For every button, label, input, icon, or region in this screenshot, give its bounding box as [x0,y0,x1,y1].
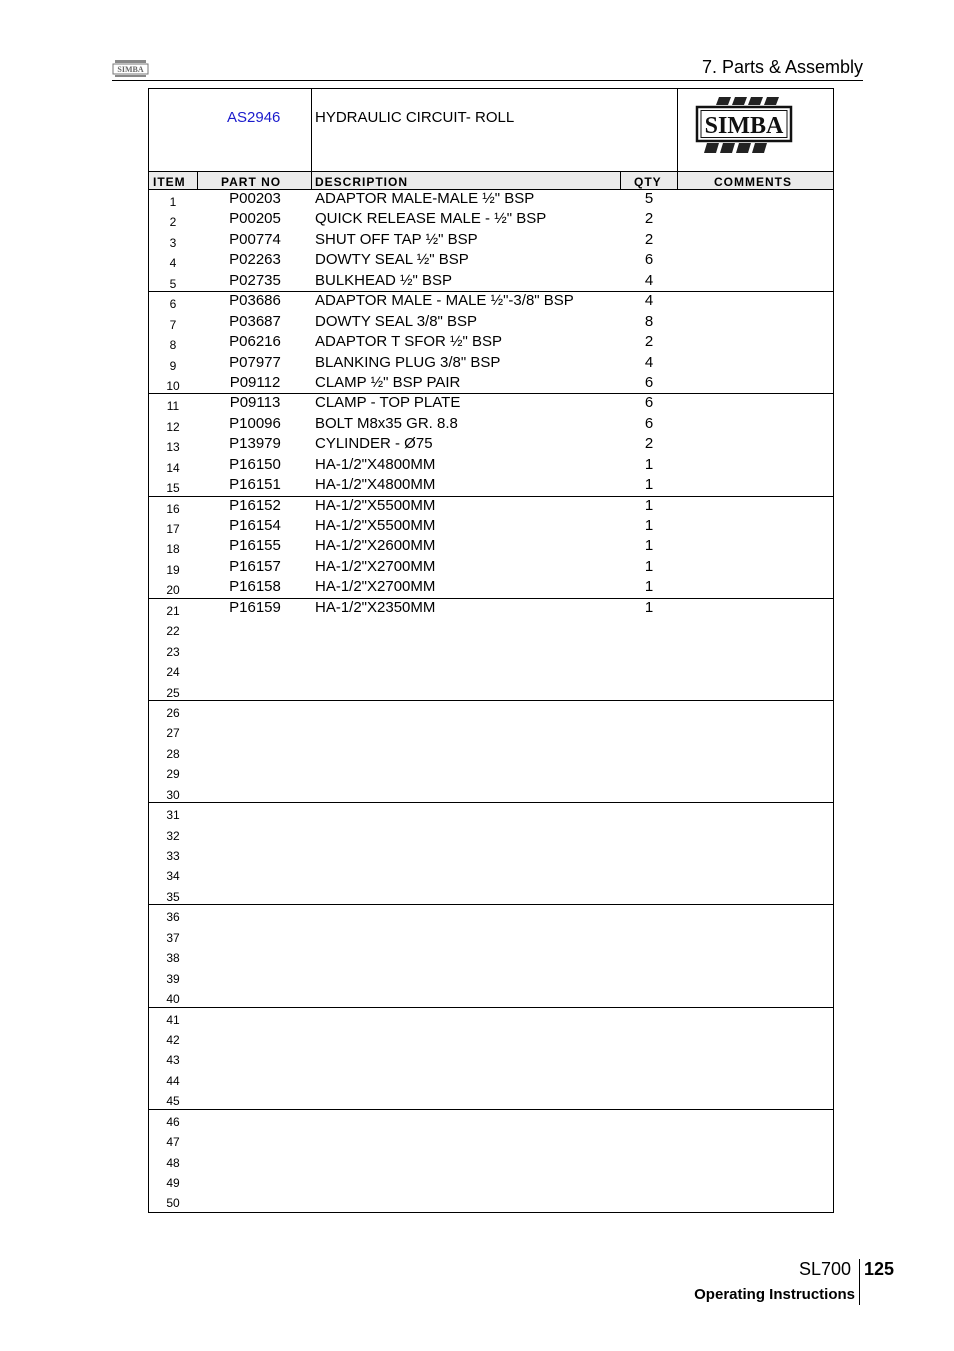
table-row [149,701,833,721]
assembly-title-block [149,89,833,171]
table-row [149,578,833,598]
row-part-number: P03686 [229,292,281,310]
table-row [149,517,833,537]
row-item-number: 38 [166,951,180,966]
table-row [149,435,833,455]
row-quantity: 4 [644,271,654,289]
row-part-number: P02263 [229,251,281,269]
row-item-number: 44 [166,1073,180,1088]
col-sep [311,172,312,189]
table-row [149,660,833,680]
row-item-number: 14 [166,460,180,475]
table-row [149,803,833,823]
row-quantity: 2 [644,435,654,453]
table-row [149,272,833,292]
row-item-number: 41 [166,1012,180,1027]
row-quantity: 1 [644,557,654,575]
parts-table-body [149,190,833,1212]
row-item-number: 49 [166,1176,180,1190]
table-row [149,885,833,905]
row-description: HA-1/2"X2350MM [315,598,436,616]
row-part-number: P02735 [229,271,281,289]
table-row [149,824,833,844]
row-part-number: P00203 [229,190,281,207]
table-row [149,864,833,884]
table-row [149,1130,833,1150]
row-description: BOLT M8x35 GR. 8.8 [315,414,458,432]
table-row [149,497,833,517]
table-row [149,640,833,660]
row-item-number: 32 [166,828,180,843]
row-item-number: 23 [166,644,180,659]
row-description: HA-1/2"X4800MM [315,455,436,473]
table-row [149,926,833,946]
table-row [149,905,833,925]
row-item-number: 13 [166,440,180,455]
row-description: ADAPTOR MALE - MALE ½"-3/8" BSP [315,292,574,310]
row-part-number: P09112 [229,373,281,391]
row-item-number: 21 [166,603,180,618]
row-description: HA-1/2"X5500MM [315,517,436,534]
row-description: QUICK RELEASE MALE - ½" BSP [315,210,547,228]
row-part-number: P16159 [229,598,281,616]
row-description: DOWTY SEAL ½" BSP [315,251,469,269]
row-description: HA-1/2"X5500MM [315,496,436,514]
table-row [149,415,833,435]
col-sep [620,172,621,189]
row-item-number: 12 [166,419,180,434]
table-row [149,1008,833,1028]
table-row [149,783,833,803]
row-part-number: P16150 [229,455,281,473]
row-description: ADAPTOR MALE-MALE ½" BSP [315,190,535,207]
section-title: 7. Parts & Assembly [701,57,863,77]
row-description: ADAPTOR T SFOR ½" BSP [315,333,503,351]
row-quantity: 5 [644,190,654,207]
row-part-number: P16151 [229,476,281,494]
row-part-number: P09113 [229,394,281,412]
col-item-header: ITEM [153,175,186,189]
col-sep [677,172,678,189]
row-quantity: 6 [644,414,654,432]
row-item-number: 19 [166,562,180,577]
row-item-number: 18 [166,542,180,557]
title-divider [311,89,312,171]
row-description: DOWTY SEAL 3/8" BSP [315,312,478,330]
row-quantity: 1 [644,537,654,555]
table-row [149,1069,833,1089]
row-quantity: 8 [644,312,654,330]
row-description: CYLINDER - Ø75 [315,435,433,453]
row-part-number: P16157 [229,557,281,575]
row-item-number: 4 [169,256,177,271]
row-part-number: P07977 [229,353,281,371]
row-item-number: 47 [166,1135,180,1150]
footer-subtitle: Operating Instructions [694,1286,855,1303]
row-item-number: 16 [166,501,180,516]
svg-text:SIMBA: SIMBA [704,113,784,139]
table-row [149,374,833,394]
row-item-number: 48 [166,1155,180,1170]
assembly-number: AS2946 [227,109,281,126]
row-item-number: 42 [166,1032,180,1047]
table-row [149,537,833,557]
row-description: BULKHEAD ½" BSP [315,271,453,289]
row-item-number: 46 [166,1114,180,1129]
row-quantity: 2 [644,333,654,351]
row-quantity: 1 [644,476,654,494]
table-row [149,558,833,578]
table-row [149,394,833,414]
parts-sheet [148,88,834,1213]
logo-divider [677,89,678,171]
row-item-number: 39 [166,971,180,986]
table-row [149,681,833,701]
row-item-number: 50 [166,1196,180,1211]
row-part-number: P03687 [229,312,281,330]
table-row [149,1151,833,1171]
table-row [149,619,833,639]
row-item-number: 36 [166,910,180,925]
table-row [149,967,833,987]
table-row [149,946,833,966]
table-row [149,1089,833,1109]
assembly-title: HYDRAULIC CIRCUIT- ROLL [315,109,515,126]
row-item-number: 35 [166,889,180,904]
row-item-number: 40 [166,992,180,1007]
row-part-number: P10096 [229,414,281,432]
table-row [149,354,833,374]
row-item-number: 17 [166,522,180,536]
row-item-number: 9 [169,358,177,373]
row-item-number: 33 [166,849,180,863]
row-item-number: 3 [169,235,177,250]
row-quantity: 2 [644,210,654,228]
row-part-number: P06216 [229,333,281,351]
row-part-number: P00774 [229,230,281,248]
row-item-number: 5 [169,276,177,291]
table-row [149,1110,833,1130]
row-part-number: P16155 [229,537,281,555]
table-row [149,762,833,782]
table-row [149,721,833,741]
col-sep [197,172,198,189]
col-desc-header: DESCRIPTION [315,175,409,189]
footer-model: SL700 [799,1259,852,1279]
row-quantity: 1 [644,496,654,514]
svg-text:SIMBA: SIMBA [117,65,144,74]
row-item-number: 31 [166,808,180,823]
row-description: HA-1/2"X4800MM [315,476,436,494]
row-description: CLAMP ½" BSP PAIR [315,373,461,391]
table-row [149,456,833,476]
row-item-number: 2 [169,215,177,230]
row-item-number: 8 [169,338,177,353]
row-item-number: 37 [166,930,180,945]
footer-divider [859,1259,860,1305]
table-row [149,599,833,619]
row-quantity: 6 [644,373,654,391]
row-description: HA-1/2"X2700MM [315,578,436,596]
row-item-number: 45 [166,1094,180,1109]
row-item-number: 27 [166,726,180,741]
row-item-number: 1 [169,195,177,209]
table-row [149,476,833,496]
simba-header-logo [112,59,149,78]
row-item-number: 20 [166,583,180,598]
row-part-number: P16158 [229,578,281,596]
table-row [149,1048,833,1068]
row-description: HA-1/2"X2600MM [315,537,436,555]
row-item-number: 24 [166,665,180,680]
page-number: 125 [864,1259,895,1279]
row-item-number: 15 [166,481,180,496]
row-part-number: P16152 [229,496,281,514]
row-part-number: P00205 [229,210,281,228]
row-quantity: 4 [644,292,654,310]
simba-brand-logo [695,95,795,157]
col-part-header: PART NO [221,175,282,189]
row-description: CLAMP - TOP PLATE [315,394,461,412]
row-item-number: 6 [169,297,177,312]
table-row [149,1028,833,1048]
row-item-number: 10 [166,378,180,393]
col-qty-header: QTY [634,175,662,189]
table-row [149,1171,833,1191]
row-item-number: 43 [166,1053,180,1068]
row-quantity: 6 [644,394,654,412]
row-quantity: 6 [644,251,654,269]
table-row [149,987,833,1007]
table-row [149,742,833,762]
row-description: SHUT OFF TAP ½" BSP [315,230,478,248]
table-row [149,313,833,333]
column-header-row [149,171,833,190]
table-row [149,844,833,864]
row-item-number: 11 [166,399,180,414]
row-part-number: P16154 [229,517,281,534]
col-comments-header: COMMENTS [714,175,792,189]
row-item-number: 7 [169,317,177,332]
table-row [149,251,833,271]
row-description: BLANKING PLUG 3/8" BSP [315,353,501,371]
row-quantity: 1 [644,598,654,616]
row-description: HA-1/2"X2700MM [315,557,436,575]
table-row [149,333,833,353]
table-row [149,1191,833,1211]
table-row [149,231,833,251]
table-row [149,292,833,312]
row-item-number: 30 [166,787,180,802]
row-item-number: 34 [166,869,180,884]
row-quantity: 1 [644,455,654,473]
row-quantity: 1 [644,517,654,534]
table-row [149,210,833,230]
header-rule [112,80,863,81]
row-part-number: P13979 [229,435,281,453]
row-quantity: 2 [644,230,654,248]
row-item-number: 22 [166,624,180,639]
row-item-number: 25 [166,685,180,700]
row-item-number: 26 [166,705,180,720]
row-item-number: 28 [166,746,180,761]
table-row [149,190,833,210]
row-quantity: 4 [644,353,654,371]
row-item-number: 29 [166,767,180,782]
row-quantity: 1 [644,578,654,596]
